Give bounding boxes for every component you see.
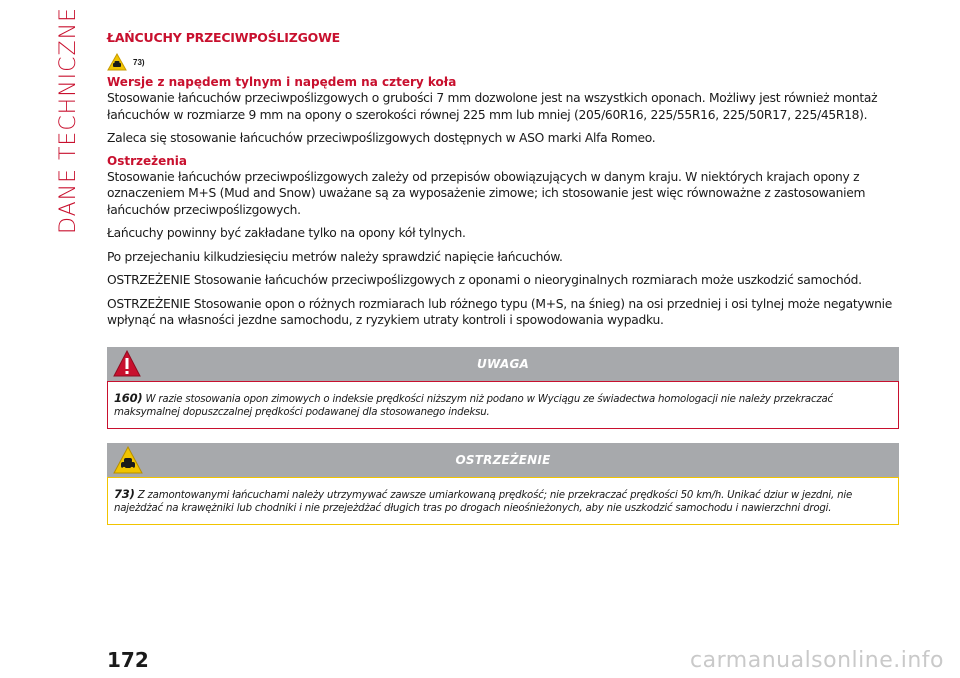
subheading-warnings: Ostrzeżenia (107, 153, 187, 168)
section-title: ŁAŃCUCHY PRZECIWPOŚLIZGOWE (107, 30, 341, 45)
caution-box-body (107, 477, 899, 525)
side-section-label: DANE TECHNICZNE (55, 6, 81, 234)
reference-number[interactable]: 73) (133, 57, 145, 67)
warning-box-header (107, 347, 899, 381)
car-caution-icon (113, 446, 143, 474)
paragraph: OSTRZEŻENIE Stosowanie łańcuchów przeciwpoślizgowych z oponami o nieoryginalnych rozmiarach może uszkodzić samochód. (107, 273, 862, 287)
paragraph: OSTRZEŻENIE Stosowanie opon o różnych rozmiarach lub różnego typu (M+S, na śnieg) na osi przedniej i osi tylnej może negatywnie wpłynąć na własności jezdne samochodu, z ryzykiem utraty kontroli i spowodowania wypadku. (107, 296, 893, 327)
subheading-versions: Wersje z napędem tylnym i napędem na cztery koła (107, 75, 457, 89)
caution-note-text: Z zamontowanymi łańcuchami należy utrzymywać zawsze umiarkowaną prędkość; nie przekraczać prędkości 50 km/h. Unikać dziur w jezdni, nie najeżdżać na krawężniki lub chodniki i nie przejeżdżać długich tras po drogach nieośnieżonych, aby nie uszkodzić samochodu i nawierzchni drogi. (114, 489, 853, 514)
caution-note-number: 73) (114, 486, 135, 501)
page-number: 172 (107, 648, 149, 672)
paragraph: Stosowanie łańcuchów przeciwpoślizgowych zależy od przepisów obowiązujących w danym kraju. W niektórych krajach opony z oznaczeniem M+S (Mud and Snow) uważane są za wyposażenie zimowe; ich stosowanie jest więc równoważne z zastosowaniem łańcuchów przeciwpoślizgowych. (107, 169, 866, 217)
warning-triangle-icon (113, 350, 141, 377)
caution-box-header (107, 443, 899, 477)
page-content (107, 30, 899, 525)
warning-box-body (107, 381, 899, 429)
caution-box-title: OSTRZEŻENIE (455, 452, 551, 467)
paragraph: Stosowanie łańcuchów przeciwpoślizgowych o grubości 7 mm dozwolone jest na wszystkich oponach. Możliwy jest również montaż łańcuchów w rozmiarze 9 mm na opony o szerokości równej 225 mm lub mniej (205/60R16, 225/55R16, 225/50R17, 225/45R18). (107, 91, 878, 122)
watermark-text: carmanualsonline.info (690, 648, 944, 673)
paragraph: Po przejechaniu kilkudziesięciu metrów należy sprawdzić napięcie łańcuchów. (107, 249, 563, 264)
paragraph: Zaleca się stosowanie łańcuchów przeciwpoślizgowych dostępnych w ASO marki Alfa Romeo. (107, 131, 656, 145)
reference-row (107, 51, 899, 73)
paragraph: Łańcuchy powinny być zakładane tylko na opony kół tylnych. (107, 226, 466, 240)
warning-note-number: 160) (114, 390, 143, 405)
warning-note-text: W razie stosowania opon zimowych o indeksie prędkości niższym niż podano w Wyciągu ze świadectwa homologacji nie należy przekraczać maksymalnej dopuszczalnej prędkości podawanej dla stosowanego indeksu. (114, 393, 833, 418)
warning-box-title: UWAGA (477, 356, 529, 371)
car-caution-icon (107, 53, 127, 71)
